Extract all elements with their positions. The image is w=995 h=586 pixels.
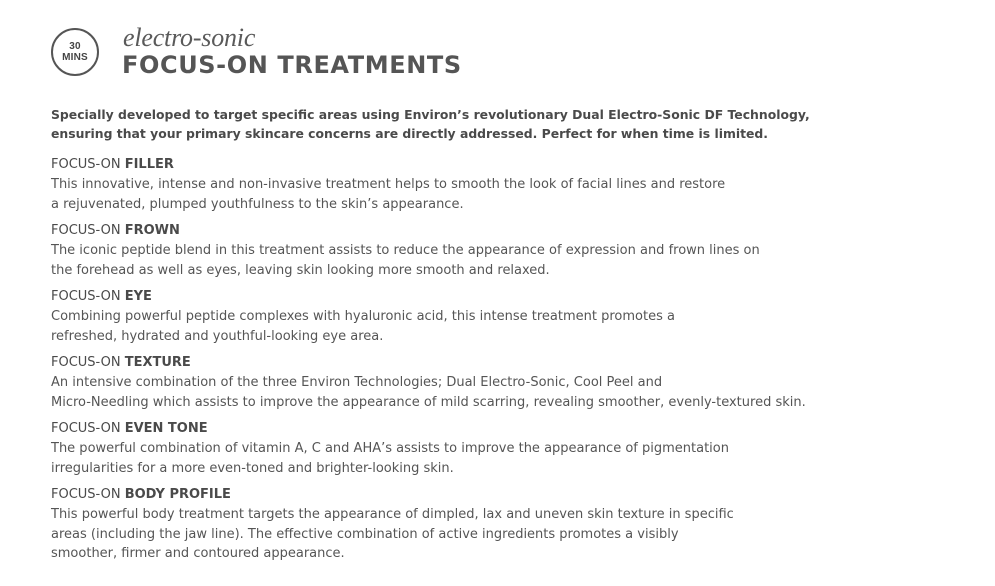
treatment-description-line: refreshed, hydrated and youthful-looking eye area. <box>51 328 384 344</box>
treatment-description-line: Combining powerful peptide complexes with hyaluronic acid, this intense treatment promotes a <box>51 309 675 324</box>
treatment-description-line: irregularities for a more even-toned and brighter-looking skin. <box>51 460 454 476</box>
intro-line: Specially developed to target specific areas using Environ’s revolutionary Dual Electro-Sonic DF Technology, <box>51 107 810 122</box>
treatment-prefix: FOCUS-ON <box>51 421 125 436</box>
intro-paragraph <box>51 105 951 143</box>
treatment-title <box>51 155 971 175</box>
treatment-body-profile <box>51 485 971 564</box>
treatment-description-line: Micro-Needling which assists to improve the appearance of mild scarring, revealing smoother, evenly-textured skin. <box>51 394 806 410</box>
treatment-prefix: FOCUS-ON <box>51 223 125 238</box>
duration-number: 30 <box>69 41 81 52</box>
treatment-description-line: smoother, firmer and contoured appearance. <box>51 546 345 561</box>
duration-unit: MINS <box>62 52 88 63</box>
treatment-description-line: An intensive combination of the three Environ Technologies; Dual Electro-Sonic, Cool Peel and <box>51 375 663 390</box>
treatment-title <box>51 485 971 505</box>
treatment-description-line: the forehead as well as eyes, leaving skin looking more smooth and relaxed. <box>51 262 550 278</box>
treatment-name: EYE <box>124 289 152 304</box>
treatment-frown <box>51 221 971 280</box>
treatment-title <box>51 353 971 373</box>
treatment-title <box>51 221 971 241</box>
treatment-even-tone <box>51 419 971 478</box>
treatment-name: EVEN TONE <box>124 421 208 436</box>
treatment-description-line: areas (including the jaw line). The effective combination of active ingredients promotes a visibly <box>51 526 679 542</box>
treatment-name: TEXTURE <box>124 355 191 370</box>
page-subtitle: electro-sonic <box>123 23 256 52</box>
treatment-name: BODY PROFILE <box>124 487 231 502</box>
intro-line: ensuring that your primary skincare concerns are directly addressed. Perfect for when time is limited. <box>51 126 769 141</box>
treatment-prefix: FOCUS-ON <box>51 487 125 502</box>
treatment-texture <box>51 353 971 412</box>
page-title: FOCUS-ON TREATMENTS <box>122 51 462 79</box>
duration-badge <box>51 28 99 76</box>
treatment-filler <box>51 155 971 214</box>
treatment-prefix: FOCUS-ON <box>51 355 125 370</box>
treatment-description-line: a rejuvenated, plumped youthfulness to the skin’s appearance. <box>51 196 464 212</box>
treatment-description-line: The iconic peptide blend in this treatment assists to reduce the appearance of expression and frown lines on <box>51 243 760 258</box>
treatment-list <box>51 155 971 571</box>
treatment-title <box>51 287 971 307</box>
treatment-title <box>51 419 971 439</box>
treatment-description-line: This powerful body treatment targets the appearance of dimpled, lax and uneven skin texture in specific <box>51 507 734 522</box>
treatment-prefix: FOCUS-ON <box>51 289 125 304</box>
treatment-prefix: FOCUS-ON <box>51 157 125 172</box>
treatment-name: FILLER <box>124 157 174 172</box>
treatment-description-line: The powerful combination of vitamin A, C and AHA’s assists to improve the appearance of pigmentation <box>51 441 729 456</box>
treatment-name: FROWN <box>124 223 180 238</box>
treatment-description-line: This innovative, intense and non-invasive treatment helps to smooth the look of facial lines and restore <box>51 177 726 192</box>
treatment-eye <box>51 287 971 346</box>
